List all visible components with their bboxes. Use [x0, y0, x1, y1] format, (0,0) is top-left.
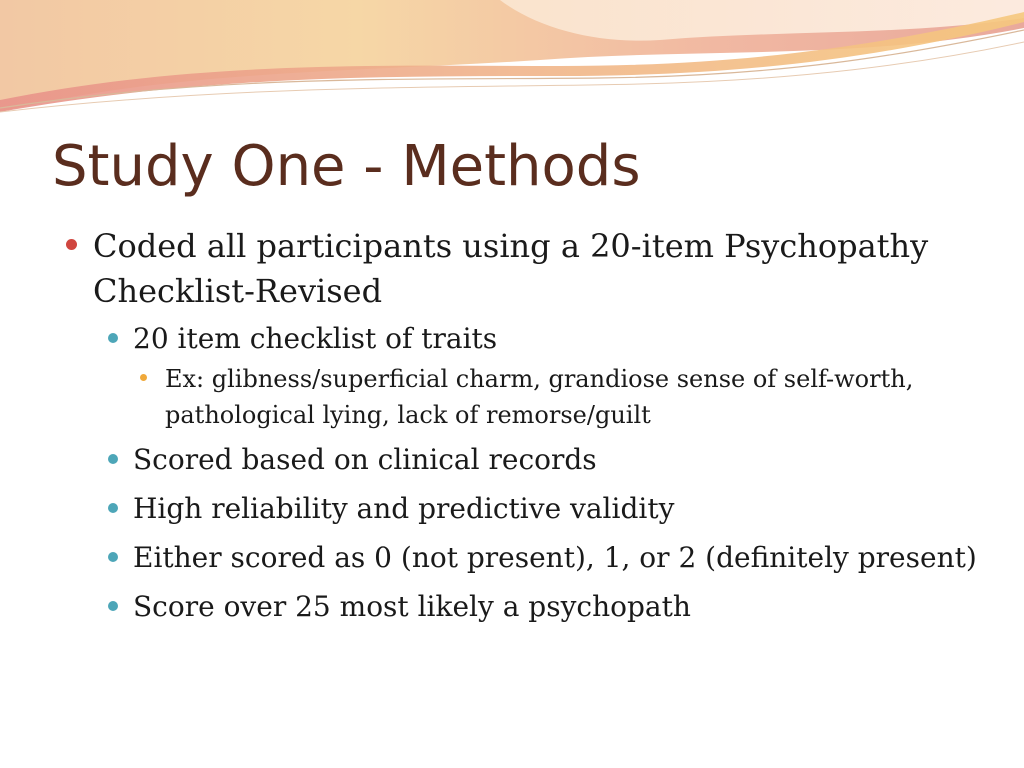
bullet-dot-icon: [140, 374, 147, 381]
bullet-text: Coded all participants using a 20-item Psychopathy Checklist-Revised: [93, 227, 929, 310]
bullet-dot-icon: [108, 503, 118, 513]
bullet-list: [62, 224, 982, 635]
bullet-text: Either scored as 0 (not present), 1, or 2 (definitely present): [133, 541, 977, 574]
bullet-dot-icon: [108, 333, 118, 343]
bullet-text: Score over 25 most likely a psychopath: [133, 590, 691, 623]
bullet-item: [62, 224, 982, 314]
bullet-text: Ex: glibness/superficial charm, grandiose sense of self-worth, pathological lying, lack of remorse/guilt: [165, 365, 914, 429]
sub-bullet-item: [106, 318, 982, 359]
sub-sub-bullet-item: [138, 361, 982, 433]
sub-bullet-item: [106, 439, 982, 480]
header-wave-decoration: [0, 0, 1024, 130]
slide-title: Study One - Methods: [52, 134, 641, 199]
bullet-text: Scored based on clinical records: [133, 443, 597, 476]
bullet-dot-icon: [108, 552, 118, 562]
sub-bullet-item: [106, 537, 982, 578]
sub-bullet-item: [106, 488, 982, 529]
bullet-dot-icon: [108, 601, 118, 611]
bullet-dot-icon: [108, 454, 118, 464]
sub-bullet-item: [106, 586, 982, 627]
bullet-dot-icon: [66, 239, 77, 250]
bullet-text: High reliability and predictive validity: [133, 492, 675, 525]
bullet-text: 20 item checklist of traits: [133, 322, 498, 355]
